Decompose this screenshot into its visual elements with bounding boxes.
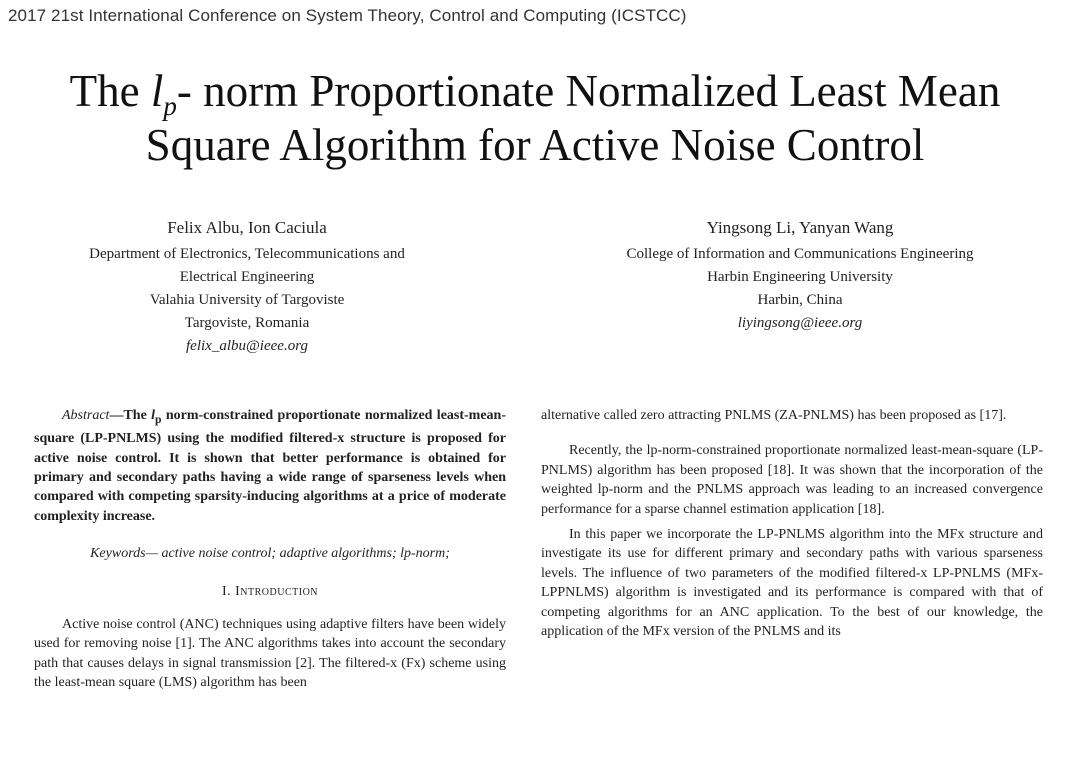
affiliation-line: Electrical Engineering <box>179 269 315 285</box>
right-column <box>541 406 1043 641</box>
author-names: Felix Albu, Ion Caciula <box>167 218 327 237</box>
abstract-paragraph: Abstract—The $l_p$ norm-constrained proportionate normalized least-mean-square (LP-PNLMS) using the modified filtered-x structure is proposed for active noise control. It is shown that better performance is obtained for primary and secondary paths having a wide range of sparseness levels when compared with competing sparsity-inducing algorithms at a price of moderate complexity increase. <box>34 408 507 524</box>
paper-title-line-2: Square Algorithm for Active Noise Control <box>145 120 925 170</box>
affiliation-line: College of Information and Communications Engineering <box>626 246 974 262</box>
author-email: felix_albu@ieee.org <box>186 338 308 354</box>
affiliation-line: Harbin, China <box>757 292 843 308</box>
body-paragraph: In this paper we incorporate the LP-PNLMS algorithm into the MFx structure and investigate its use for different primary and secondary paths with various sparseness levels. The influence of two parameters of the modified filtered-x LP-PNLMS (MFx-LPPNLMS) algorithm is investigated and its performance is compared with that of competing algorithms for an ANC application. To the best of our knowledge, the application of the MFx version of the PNLMS and its <box>541 527 1043 640</box>
conference-header: 2017 21st International Conference on System Theory, Control and Computing (ICSTCC) <box>8 6 687 25</box>
affiliation-line: Department of Electronics, Telecommunications and <box>89 246 405 262</box>
section-heading-introduction: I. Introduction <box>221 583 319 599</box>
body-paragraph: Recently, the lp-norm-constrained proportionate normalized least-mean-square (LP-PNLMS) algorithm has been proposed [18]. It was shown that the incorporation of the weighted lp-norm and the PNLMS approach was leading to an increased convergence performance for a sparse channel estimation application [18]. <box>541 443 1043 517</box>
intro-paragraph: Active noise control (ANC) techniques using adaptive filters have been widely used for removing noise [1]. The ANC algorithms takes into account the secondary path that causes delays in signal transmission [2]. The filtered-x (Fx) scheme using the least-mean square (LMS) algorithm has been <box>34 617 506 691</box>
author-block-right <box>550 216 1050 335</box>
paper-title-line-1: The $l_p-$ norm Proportionate Normalized Least Mean <box>69 66 1001 121</box>
author-email: liyingsong@ieee.org <box>737 315 863 331</box>
author-block-left <box>20 216 474 358</box>
body-paragraph: alternative called zero attracting PNLMS (ZA-PNLMS) has been proposed as [17]. <box>541 408 1007 423</box>
affiliation-line: Targoviste, Romania <box>184 315 310 331</box>
keywords-line: Keywords— active noise control; adaptive algorithms; lp-norm; <box>90 546 450 562</box>
affiliation-line: Valahia University of Targoviste <box>149 292 345 308</box>
left-column <box>34 406 506 693</box>
affiliation-line: Harbin Engineering University <box>707 269 893 285</box>
author-names: Yingsong Li, Yanyan Wang <box>706 218 894 237</box>
